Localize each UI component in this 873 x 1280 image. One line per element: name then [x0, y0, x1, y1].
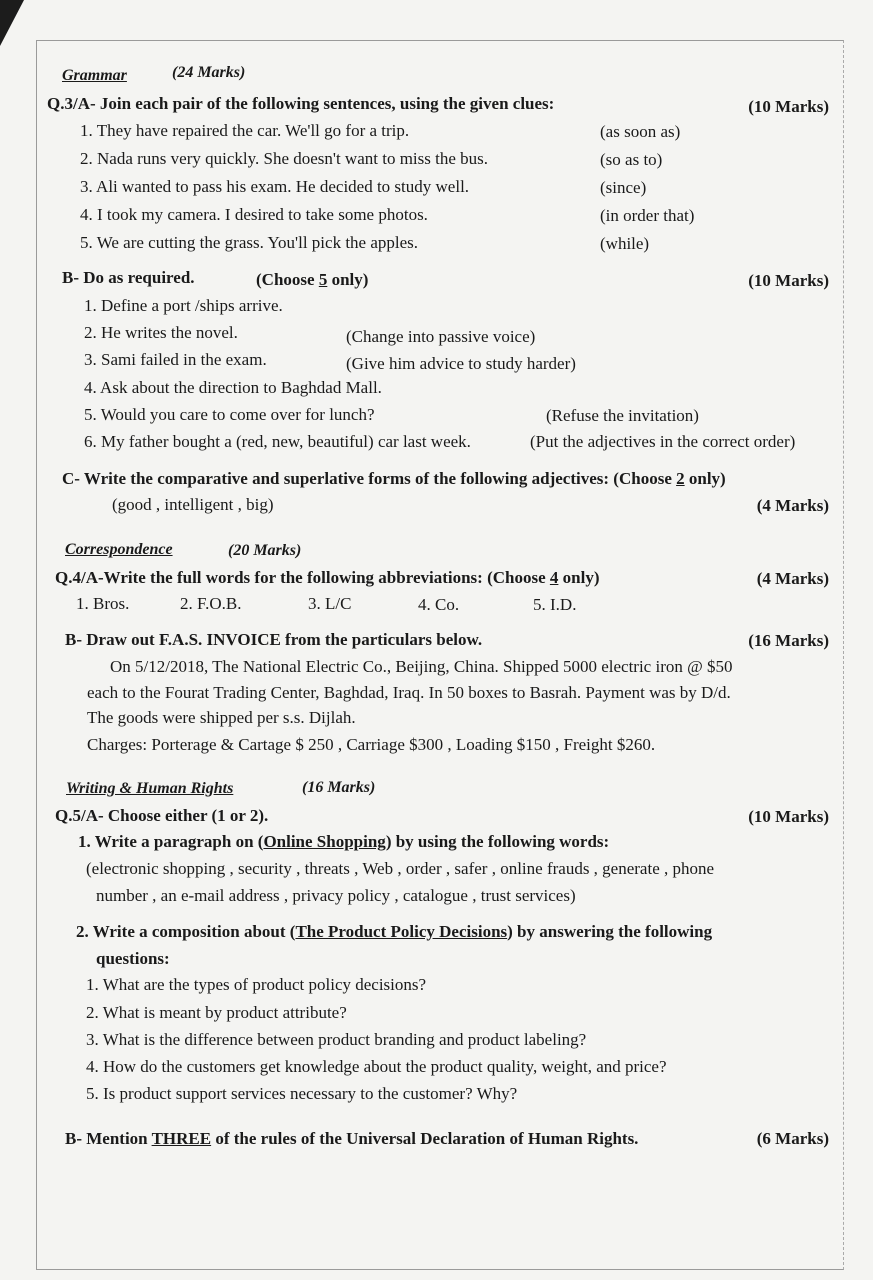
invoice-particulars-line: Charges: Porterage & Cartage $ 250 , Carriage $300 , Loading $150 , Freight $260.	[87, 735, 656, 754]
grammar-b-item: 5. Would you care to come over for lunch?	[84, 405, 375, 424]
writing-b-marks: (6 Marks)	[756, 1129, 829, 1148]
composition-question: 2. What is meant by product attribute?	[86, 1003, 347, 1022]
q3a-heading: Q.3/A- Join each pair of the following sentences, using the given clues:	[47, 94, 555, 113]
scan-corner-mark	[0, 0, 24, 46]
correspondence-b-marks: (16 Marks)	[748, 631, 829, 650]
grammar-b-item: 1. Define a port /ships arrive.	[84, 296, 283, 315]
q3a-clue: (so as to)	[600, 150, 663, 169]
grammar-b-note: (Put the adjectives in the correct order)	[530, 432, 796, 451]
section-title-correspondence: Correspondence	[65, 541, 173, 558]
section-title-writing: Writing & Human Rights	[66, 780, 234, 797]
q5a-option-2-cont: questions:	[96, 949, 170, 968]
grammar-c-marks: (4 Marks)	[756, 496, 829, 515]
q3a-item: 3. Ali wanted to pass his exam. He decided to study well.	[80, 177, 470, 196]
writing-b-heading: B- Mention THREE of the rules of the Universal Declaration of Human Rights.	[65, 1129, 639, 1148]
q5a-option-1-words: number , an e-mail address , privacy policy , catalogue , trust services)	[96, 886, 576, 905]
q3a-item: 4. I took my camera. I desired to take some photos.	[80, 205, 428, 224]
invoice-particulars-line: each to the Fourat Trading Center, Baghdad, Iraq. In 50 boxes to Basrah. Payment was by D/d.	[87, 683, 731, 702]
composition-question: 4. How do the customers get knowledge about the product quality, weight, and price?	[86, 1057, 667, 1076]
q3a-item: 2. Nada runs very quickly. She doesn't want to miss the bus.	[80, 149, 489, 168]
grammar-b-item: 6. My father bought a (red, new, beautiful) car last week.	[84, 432, 471, 451]
grammar-b-note: (Give him advice to study harder)	[346, 354, 576, 373]
abbreviation: 3. L/C	[308, 594, 352, 613]
correspondence-b-heading: B- Draw out F.A.S. INVOICE from the particulars below.	[65, 630, 483, 649]
abbreviation: 4. Co.	[418, 595, 460, 614]
grammar-b-note: (Change into passive voice)	[346, 327, 536, 346]
composition-question: 3. What is the difference between product branding and product labeling?	[86, 1030, 587, 1049]
grammar-b-choose: (Choose 5 only)	[256, 270, 369, 289]
grammar-b-item: 3. Sami failed in the exam.	[84, 350, 267, 369]
q3a-marks: (10 Marks)	[748, 97, 829, 116]
grammar-b-item: 4. Ask about the direction to Baghdad Mall.	[84, 378, 382, 397]
q3a-clue: (while)	[600, 234, 650, 253]
q5a-heading: Q.5/A- Choose either (1 or 2).	[55, 806, 269, 825]
grammar-b-note: (Refuse the invitation)	[546, 406, 699, 425]
invoice-particulars-line: On 5/12/2018, The National Electric Co., Beijing, China. Shipped 5000 electric iron @ $50	[110, 657, 733, 676]
q5a-marks: (10 Marks)	[748, 807, 829, 826]
q3a-clue: (as soon as)	[600, 122, 681, 141]
composition-question: 5. Is product support services necessary to the customer? Why?	[86, 1084, 518, 1103]
grammar-c-heading: C- Write the comparative and superlative forms of the following adjectives: (Choose 2 only)	[62, 469, 726, 488]
section-marks-grammar: (24 Marks)	[172, 64, 246, 81]
q5a-option-1-words: (electronic shopping , security , threats , Web , order , safer , online frauds , generate , phone	[86, 859, 715, 878]
section-marks-writing: (16 Marks)	[302, 779, 376, 796]
section-marks-correspondence: (20 Marks)	[228, 542, 302, 559]
q4a-marks: (4 Marks)	[756, 569, 829, 588]
composition-question: 1. What are the types of product policy decisions?	[86, 975, 427, 994]
grammar-c-words: (good , intelligent , big)	[112, 495, 274, 514]
grammar-b-item: 2. He writes the novel.	[84, 323, 238, 342]
q3a-clue: (in order that)	[600, 206, 695, 225]
q5a-option-2: 2. Write a composition about (The Product Policy Decisions) by answering the following	[76, 922, 713, 941]
section-title-grammar: Grammar	[62, 67, 127, 84]
abbreviation: 5. I.D.	[533, 595, 577, 614]
q3a-clue: (since)	[600, 178, 647, 197]
grammar-b-marks: (10 Marks)	[748, 271, 829, 290]
q4a-heading: Q.4/A-Write the full words for the following abbreviations: (Choose 4 only)	[55, 568, 600, 587]
q5a-option-1: 1. Write a paragraph on (Online Shopping) by using the following words:	[78, 832, 610, 851]
q3a-item: 5. We are cutting the grass. You'll pick the apples.	[80, 233, 419, 252]
q3a-item: 1. They have repaired the car. We'll go for a trip.	[80, 121, 410, 140]
abbreviation: 1. Bros.	[76, 594, 130, 613]
invoice-particulars-line: The goods were shipped per s.s. Dijlah.	[87, 708, 356, 727]
abbreviation: 2. F.O.B.	[180, 594, 242, 613]
grammar-b-heading: B- Do as required.	[62, 268, 195, 287]
